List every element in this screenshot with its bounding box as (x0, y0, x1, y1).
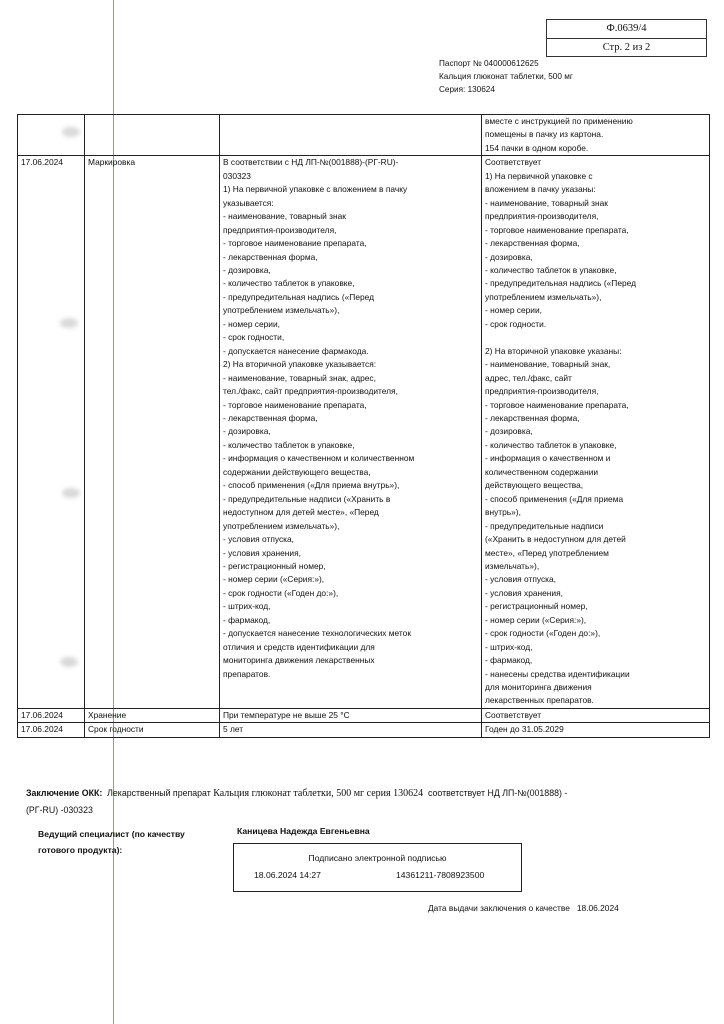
text-line: месте», «Перед употреблением (485, 547, 609, 558)
text-line: - регистрационный номер, (485, 601, 588, 612)
text-line: - предупредительные надписи (485, 520, 604, 531)
text-line: - торговое наименование препарата, (485, 399, 629, 410)
text-line (485, 331, 706, 344)
conclusion-product: Кальция глюконат таблетки, 500 мг серия 130624 (213, 788, 424, 799)
table-row (18, 708, 710, 722)
text-line: 5 лет (223, 724, 244, 735)
scan-smudge (60, 318, 78, 328)
table-row (18, 115, 710, 156)
text-line: - наименование, товарный знак, (485, 359, 611, 370)
issue-date (428, 903, 619, 913)
text-line: мониторинга движения лекарственных (223, 655, 375, 666)
text-line: - количество таблеток в упаковке, (223, 278, 355, 289)
specialist-role-line2: готового продукта): (38, 845, 123, 855)
text-line: - информация о качественном и (485, 453, 611, 464)
text-line: - способ применения («Для приема внутрь»), (223, 480, 400, 491)
text-line: - номер серии, (485, 305, 542, 316)
text-line: - лекарственная форма, (485, 238, 580, 249)
signed-text: Подписано электронной подписью (308, 853, 447, 863)
cell-date: 17.06.2024 (18, 723, 85, 737)
issue-date-label: Дата выдачи заключения о качестве (428, 903, 570, 913)
text-line: - условия хранения, (223, 547, 301, 558)
text-line: предприятия-производителя, (223, 224, 337, 235)
cell-requirement (220, 156, 482, 709)
text-line: - количество таблеток в упаковке, (485, 264, 617, 275)
text-line: - срок годности («Годен до:»), (223, 587, 339, 598)
cell-requirement (220, 723, 482, 737)
conclusion-label: Заключение ОКК: (26, 788, 103, 798)
text-line: - условия отпуска, (223, 534, 294, 545)
text-line: - нанесены средства идентификации (485, 668, 630, 679)
table-row (18, 156, 710, 709)
text-line: действующего вещества, (485, 480, 584, 491)
text-line: измельчать»), (485, 560, 540, 571)
cell-result (482, 708, 710, 722)
text-line: - наименование, товарный знак, адрес, (223, 372, 376, 383)
text-line: содержании действующего вещества, (223, 466, 371, 477)
text-line: указывается: (223, 197, 274, 208)
text-line: - предупредительная надпись («Перед (485, 278, 637, 289)
text-line: - информация о качественном и количественном (223, 453, 415, 464)
text-line: Соответствует (485, 157, 542, 168)
text-line: - предупредительные надписи («Хранить в (223, 493, 391, 504)
text-line: 2) На вторичной упаковке указаны: (485, 345, 622, 356)
text-line: - допускается нанесение фармакода. (223, 345, 369, 356)
text-line: - количество таблеток в упаковке, (485, 439, 617, 450)
text-line: - дозировка, (485, 251, 533, 262)
text-line: 1) На первичной упаковке с (485, 170, 593, 181)
form-code: Ф.0639/4 (606, 23, 647, 34)
text-line: употреблением измельчать»), (485, 291, 602, 302)
specialist-role-line1: Ведущий специалист (по качеству (38, 829, 185, 839)
text-line: тел./факс, сайт предприятия-производителя, (223, 386, 398, 397)
table-row (18, 723, 710, 737)
text-line: - количество таблеток в упаковке, (223, 439, 355, 450)
scan-smudge (62, 488, 80, 498)
text-line: - срок годности, (223, 332, 285, 343)
text-line: - штрих-код, (223, 601, 271, 612)
text-line: 154 пачки в одном коробе. (485, 142, 589, 153)
conclusion-prefix: Лекарственный препарат (107, 788, 211, 798)
text-line: - срок годности. (485, 318, 547, 329)
text-line: - штрих-код, (485, 641, 533, 652)
cell-requirement (220, 115, 482, 156)
electronic-signature-stamp (233, 843, 522, 892)
text-line: Соответствует (485, 709, 542, 720)
scan-smudge (62, 127, 80, 137)
scan-smudge (60, 657, 78, 667)
text-line: - номер серии, (223, 318, 280, 329)
text-line: - лекарственная форма, (485, 412, 580, 423)
text-line: - торговое наименование препарата, (223, 238, 367, 249)
conclusion-suffix: соответствует НД ЛП-№(001888) - (427, 788, 568, 798)
text-line: лекарственных препаратов. (485, 695, 594, 706)
text-line: - срок годности («Годен до:»), (485, 628, 601, 639)
specialist-name: Каницева Надежда Евгеньевна (237, 826, 370, 836)
text-line: - наименование, товарный знак (223, 211, 346, 222)
text-line: адрес, тел./факс, сайт (485, 372, 572, 383)
cell-date: 17.06.2024 (18, 156, 85, 709)
page-label: Стр. 2 из 2 (547, 38, 706, 57)
text-line: - предупредительная надпись («Перед (223, 291, 375, 302)
text-line: - наименование, товарный знак (485, 197, 608, 208)
issue-date-value: 18.06.2024 (576, 903, 619, 913)
cell-requirement (220, 708, 482, 722)
cell-result (482, 115, 710, 156)
text-line: Годен до 31.05.2029 (485, 724, 564, 735)
passport-number: Паспорт № 040000612625 (439, 59, 539, 68)
cell-test: Хранение (85, 708, 220, 722)
text-line: - условия отпуска, (485, 574, 556, 585)
text-line: употреблением измельчать»), (223, 305, 340, 316)
text-line: 030323 (223, 170, 251, 181)
text-line: - условия хранения, (485, 587, 563, 598)
text-line: - торговое наименование препарата, (485, 224, 629, 235)
text-line: - дозировка, (223, 426, 271, 437)
text-line: недоступном для детей месте», «Перед (223, 507, 379, 518)
text-line: - торговое наименование препарата, (223, 399, 367, 410)
text-line: 1) На первичной упаковке с вложением в пачку (223, 184, 408, 195)
text-line: - дозировка, (223, 264, 271, 275)
text-line: - номер серии («Серия:»), (485, 614, 587, 625)
text-line: 2) На вторичной упаковке указывается: (223, 359, 377, 370)
text-line: - фармакод, (485, 655, 533, 666)
product-name: Кальция глюконат таблетки, 500 мг (439, 72, 573, 81)
text-line: При температуре не выше 25 °С (223, 709, 350, 720)
form-code-box (546, 19, 707, 57)
text-line: - дозировка, (485, 426, 533, 437)
text-line: отличия и средств идентификации для (223, 641, 375, 652)
text-line: препаратов. (223, 668, 271, 679)
text-line: - допускается нанесение технологических меток (223, 628, 411, 639)
passport-info (439, 57, 573, 96)
cell-test: Маркировка (85, 156, 220, 709)
cell-result (482, 723, 710, 737)
conclusion (26, 785, 666, 818)
text-line: - лекарственная форма, (223, 251, 318, 262)
test-results-table (17, 114, 710, 738)
text-line: вложением в пачку указаны: (485, 184, 596, 195)
signature-datetime: 18.06.2024 14:27 (254, 870, 321, 880)
text-line: вместе с инструкцией по применению (485, 116, 633, 126)
text-line: - регистрационный номер, (223, 560, 326, 571)
text-line: - номер серии («Серия:»), (223, 574, 325, 585)
text-line: предприятия-производителя, (485, 211, 599, 222)
certificate-number: 14361211-7808923500 (396, 870, 485, 880)
cell-test (85, 115, 220, 156)
cell-test: Срок годности (85, 723, 220, 737)
text-line: употреблением измельчать»), (223, 520, 340, 531)
text-line: - фармакод, (223, 614, 271, 625)
text-line: («Хранить в недоступном для детей (485, 534, 626, 545)
text-line: - лекарственная форма, (223, 412, 318, 423)
text-line: для мониторинга движения (485, 682, 592, 693)
cell-result (482, 156, 710, 709)
text-line: предприятия-производителя, (485, 386, 599, 397)
text-line: внутрь»), (485, 507, 521, 518)
conclusion-line2: (РГ-RU) -030323 (26, 805, 93, 815)
series-number: Серия: 130624 (439, 85, 495, 94)
text-line: В соответствии с НД ЛП-№(001888)-(РГ-RU)- (223, 157, 399, 168)
text-line: - способ применения («Для приема (485, 493, 624, 504)
text-line: помещены в пачку из картона. (485, 129, 604, 140)
cell-date: 17.06.2024 (18, 708, 85, 722)
specialist-role (38, 826, 185, 858)
text-line: количественном содержании (485, 466, 599, 477)
